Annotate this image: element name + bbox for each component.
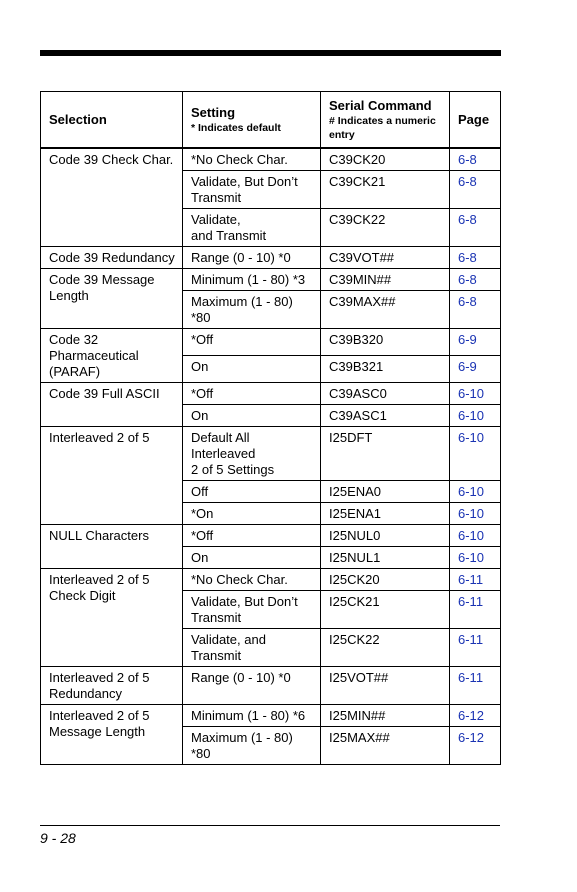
table-body: [41, 148, 501, 765]
table-row: [41, 329, 501, 356]
selection-cell: Interleaved 2 of 5 Check Digit: [41, 569, 183, 667]
serial-command-cell: C39CK21: [321, 171, 450, 209]
table-row: [41, 705, 501, 727]
setting-cell: Validate, and Transmit: [183, 629, 321, 667]
page-cell[interactable]: 6-11: [450, 667, 501, 705]
page-cell[interactable]: 6-10: [450, 547, 501, 569]
page-cell[interactable]: 6-10: [450, 525, 501, 547]
serial-command-table: [40, 91, 501, 765]
setting-cell: *Off: [183, 383, 321, 405]
serial-command-cell: C39VOT##: [321, 247, 450, 269]
page-cell[interactable]: 6-8: [450, 148, 501, 171]
serial-command-cell: C39MAX##: [321, 291, 450, 329]
serial-command-cell: I25MAX##: [321, 727, 450, 765]
table-row: [41, 667, 501, 705]
setting-cell: Range (0 - 10) *0: [183, 667, 321, 705]
serial-command-cell: I25DFT: [321, 427, 450, 481]
serial-command-cell: I25VOT##: [321, 667, 450, 705]
setting-cell: Range (0 - 10) *0: [183, 247, 321, 269]
header-setting-label: Setting: [191, 104, 236, 120]
serial-command-cell: C39CK20: [321, 148, 450, 171]
page-cell[interactable]: 6-11: [450, 569, 501, 591]
serial-command-cell: I25ENA1: [321, 503, 450, 525]
setting-cell: Default All Interleaved 2 of 5 Settings: [183, 427, 321, 481]
setting-cell: *Off: [183, 329, 321, 356]
table-row: [41, 427, 501, 481]
selection-cell: Interleaved 2 of 5 Redundancy: [41, 667, 183, 705]
table-row: [41, 247, 501, 269]
serial-command-cell: I25MIN##: [321, 705, 450, 727]
serial-command-cell: I25CK20: [321, 569, 450, 591]
header-serial-label: Serial Command: [329, 97, 432, 113]
page-cell[interactable]: 6-8: [450, 247, 501, 269]
serial-command-cell: I25ENA0: [321, 481, 450, 503]
page-cell[interactable]: 6-8: [450, 291, 501, 329]
page-cell[interactable]: 6-11: [450, 629, 501, 667]
header-setting-note: * Indicates default: [191, 121, 281, 134]
table-row: [41, 148, 501, 171]
setting-cell: On: [183, 547, 321, 569]
serial-command-cell: C39CK22: [321, 209, 450, 247]
selection-cell: Code 32 Pharmaceutical (PARAF): [41, 329, 183, 383]
setting-cell: Off: [183, 481, 321, 503]
header-serial-command: [321, 92, 450, 149]
serial-command-cell: I25NUL0: [321, 525, 450, 547]
table-row: [41, 383, 501, 405]
selection-cell: Code 39 Redundancy: [41, 247, 183, 269]
selection-cell: Code 39 Check Char.: [41, 148, 183, 247]
serial-command-cell: C39ASC0: [321, 383, 450, 405]
setting-cell: *No Check Char.: [183, 569, 321, 591]
page-cell[interactable]: 6-10: [450, 405, 501, 427]
selection-cell: Interleaved 2 of 5 Message Length: [41, 705, 183, 765]
setting-cell: Validate, and Transmit: [183, 209, 321, 247]
setting-cell: *Off: [183, 525, 321, 547]
table-row: [41, 569, 501, 591]
selection-cell: Code 39 Full ASCII: [41, 383, 183, 427]
serial-command-cell: I25CK21: [321, 591, 450, 629]
selection-cell: NULL Characters: [41, 525, 183, 569]
serial-command-cell: I25NUL1: [321, 547, 450, 569]
setting-cell: Validate, But Don’t Transmit: [183, 171, 321, 209]
serial-command-cell: C39ASC1: [321, 405, 450, 427]
page-cell[interactable]: 6-8: [450, 171, 501, 209]
selection-cell: Interleaved 2 of 5: [41, 427, 183, 525]
table-row: [41, 525, 501, 547]
setting-cell: Validate, But Don’t Transmit: [183, 591, 321, 629]
page-cell[interactable]: 6-10: [450, 481, 501, 503]
setting-cell: Minimum (1 - 80) *3: [183, 269, 321, 291]
serial-command-cell: C39B321: [321, 356, 450, 383]
selection-cell: Code 39 Message Length: [41, 269, 183, 329]
setting-cell: *On: [183, 503, 321, 525]
table-header-row: [41, 92, 501, 149]
page-number: 9 - 28: [40, 830, 76, 846]
page-cell[interactable]: 6-8: [450, 269, 501, 291]
bottom-rule: [40, 825, 500, 826]
page-cell[interactable]: 6-11: [450, 591, 501, 629]
header-selection: Selection: [41, 92, 183, 149]
setting-cell: On: [183, 356, 321, 383]
setting-cell: Maximum (1 - 80) *80: [183, 727, 321, 765]
page-cell[interactable]: 6-8: [450, 209, 501, 247]
page-cell[interactable]: 6-9: [450, 356, 501, 383]
header-page: Page: [450, 92, 501, 149]
setting-cell: *No Check Char.: [183, 148, 321, 171]
setting-cell: On: [183, 405, 321, 427]
header-setting: [183, 92, 321, 149]
setting-cell: Maximum (1 - 80) *80: [183, 291, 321, 329]
page-cell[interactable]: 6-9: [450, 329, 501, 356]
page-cell[interactable]: 6-10: [450, 383, 501, 405]
page-cell[interactable]: 6-10: [450, 503, 501, 525]
serial-command-cell: C39B320: [321, 329, 450, 356]
table-row: [41, 269, 501, 291]
serial-command-cell: C39MIN##: [321, 269, 450, 291]
header-serial-note: # Indicates a numeric entry: [329, 114, 436, 141]
page-cell[interactable]: 6-12: [450, 727, 501, 765]
serial-command-cell: I25CK22: [321, 629, 450, 667]
page-cell[interactable]: 6-10: [450, 427, 501, 481]
setting-cell: Minimum (1 - 80) *6: [183, 705, 321, 727]
top-rule: [40, 50, 501, 56]
page-cell[interactable]: 6-12: [450, 705, 501, 727]
